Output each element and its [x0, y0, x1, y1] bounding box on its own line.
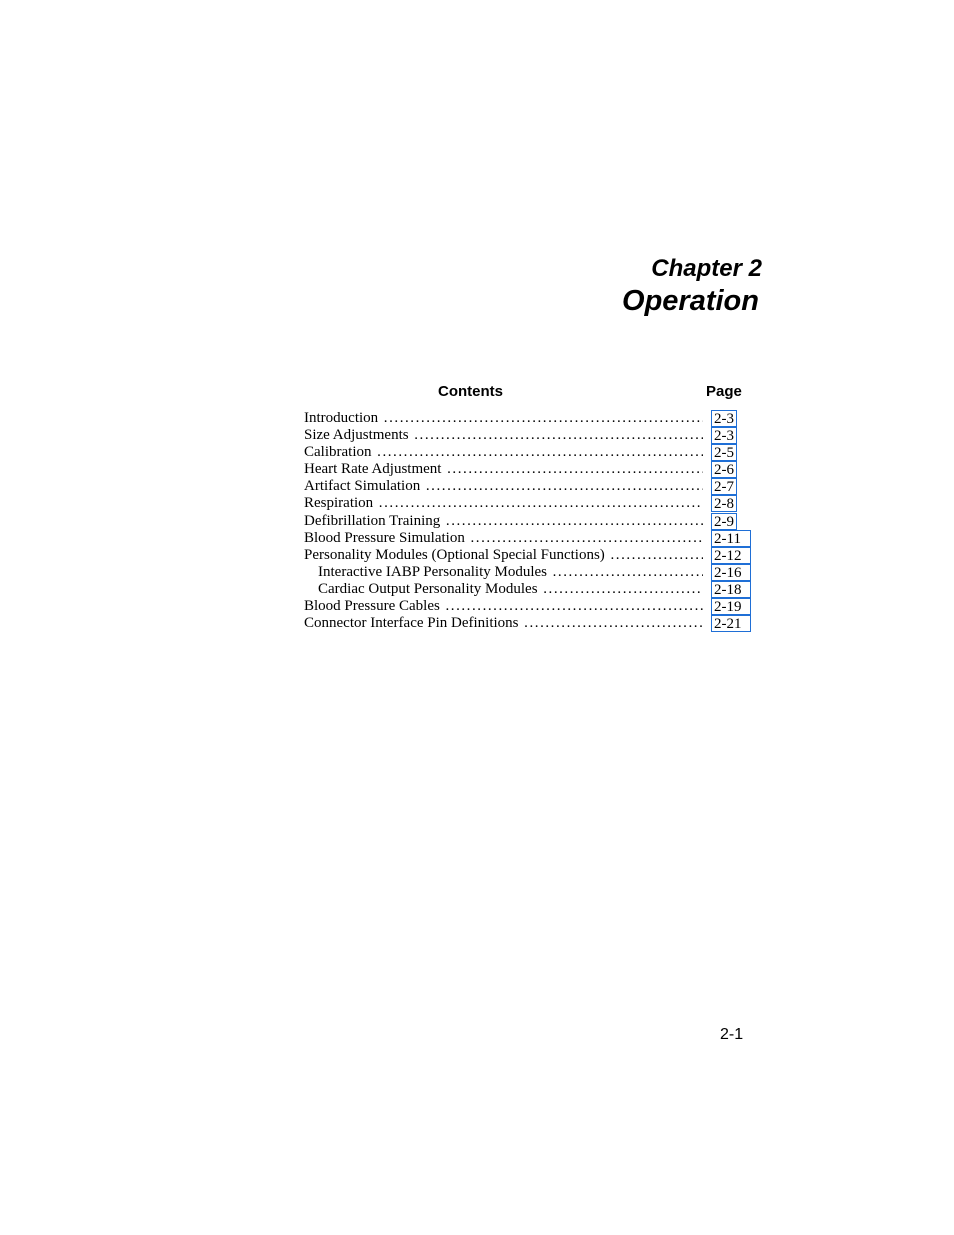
toc-entry[interactable] [304, 495, 703, 512]
toc-entry[interactable] [304, 461, 703, 478]
toc-entry[interactable] [304, 615, 703, 632]
toc-row-respiration [304, 495, 764, 512]
toc-row-personality-modules [304, 547, 764, 564]
toc-entry[interactable] [318, 581, 703, 598]
toc-row-connector-interface-pin-definitions [304, 615, 764, 632]
toc-row-blood-pressure-simulation [304, 530, 764, 547]
toc-row-artifact-simulation [304, 478, 764, 495]
toc-row-cardiac-output [304, 581, 764, 598]
toc-page-link[interactable]: 2-9 [711, 513, 737, 530]
toc-page-link[interactable]: 2-18 [711, 581, 751, 598]
toc-entry[interactable] [304, 547, 703, 564]
toc-entry-title: Interactive IABP Personality Modules [318, 564, 550, 580]
chapter-title: Operation [622, 285, 759, 317]
toc-page-link[interactable]: 2-12 [711, 547, 751, 564]
toc-row-heart-rate-adjustment [304, 461, 764, 478]
toc-entry-title: Heart Rate Adjustment [304, 461, 444, 477]
toc-entry[interactable] [304, 598, 703, 615]
chapter-label: Chapter 2 [651, 255, 762, 282]
toc-page-link[interactable]: 2-8 [711, 495, 737, 512]
toc-row-defibrillation-training [304, 513, 764, 530]
toc-page-link[interactable]: 2-21 [711, 615, 751, 632]
toc-entry-title: Personality Modules (Optional Special Functions) [304, 547, 608, 563]
toc-entry[interactable] [304, 427, 703, 444]
toc-page-link[interactable]: 2-3 [711, 410, 737, 427]
toc-entry-title: Respiration [304, 495, 376, 511]
toc-row-introduction [304, 410, 764, 427]
toc-entry-title: Calibration [304, 444, 375, 460]
toc-page-link[interactable]: 2-19 [711, 598, 751, 615]
toc-contents-heading: Contents [438, 383, 503, 400]
toc-entry-title: Defibrillation Training [304, 513, 443, 529]
toc-entry-title: Size Adjustments [304, 427, 412, 443]
toc-entry[interactable] [304, 410, 703, 427]
toc-row-calibration [304, 444, 764, 461]
toc-page-link[interactable]: 2-11 [711, 530, 751, 547]
toc-page-heading: Page [706, 383, 742, 400]
toc-entry[interactable] [304, 444, 703, 461]
toc-entry-title: Introduction [304, 410, 381, 426]
toc-entry-title: Cardiac Output Personality Modules [318, 581, 541, 597]
toc-page-link[interactable]: 2-3 [711, 427, 737, 444]
toc-entry[interactable] [318, 564, 703, 581]
toc-entry-title: Connector Interface Pin Definitions [304, 615, 522, 631]
toc-entry-title: Artifact Simulation [304, 478, 423, 494]
toc-row-blood-pressure-cables [304, 598, 764, 615]
toc-entry[interactable] [304, 478, 703, 495]
table-of-contents [304, 410, 764, 632]
toc-entry[interactable] [304, 530, 703, 547]
toc-entry-title: Blood Pressure Simulation [304, 530, 468, 546]
toc-entry[interactable] [304, 513, 703, 530]
toc-page-link[interactable]: 2-5 [711, 444, 737, 461]
toc-row-interactive-iabp [304, 564, 764, 581]
toc-entry-title: Blood Pressure Cables [304, 598, 443, 614]
toc-page-link[interactable]: 2-16 [711, 564, 751, 581]
toc-page-link[interactable]: 2-6 [711, 461, 737, 478]
toc-page-link[interactable]: 2-7 [711, 478, 737, 495]
page-number: 2-1 [720, 1026, 744, 1043]
toc-row-size-adjustments [304, 427, 764, 444]
